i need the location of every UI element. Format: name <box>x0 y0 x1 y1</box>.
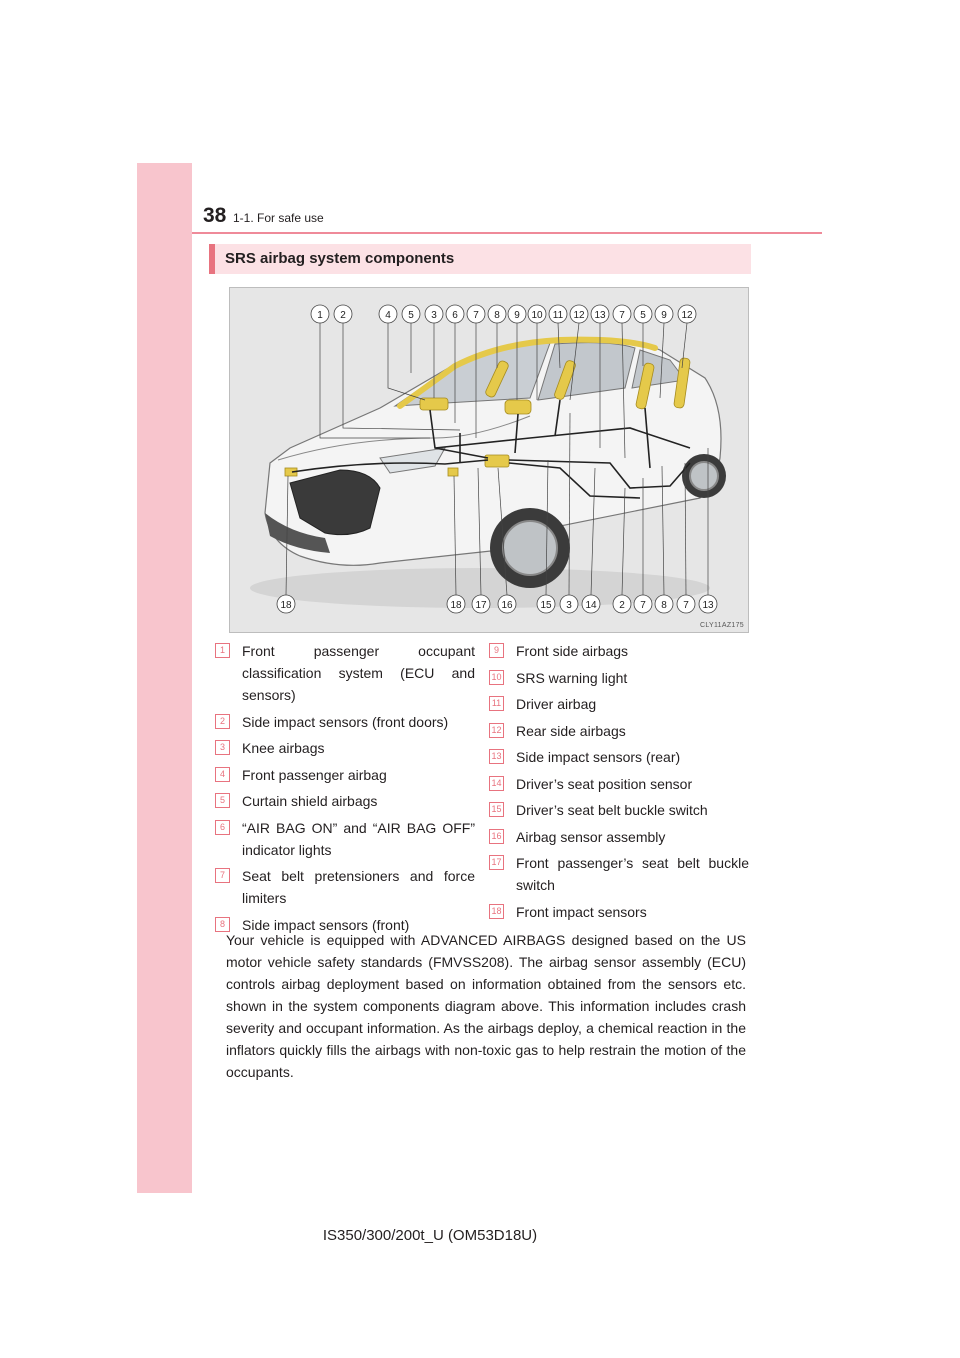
legend-text: Side impact sensors (front doors) <box>242 713 449 730</box>
callout-bottom-9: 7 <box>640 600 646 611</box>
callout-top-13: 13 <box>594 310 606 321</box>
legend-item <box>489 901 749 923</box>
legend-item <box>215 737 475 759</box>
legend-text: Front impact sensors <box>516 903 647 920</box>
legend-number: 8 <box>215 917 230 932</box>
legend-right-column <box>489 640 749 927</box>
legend-number: 11 <box>489 696 504 711</box>
body-paragraph: Your vehicle is equipped with ADVANCED AIRBAGS designed based on the US motor vehicle safety standards (FMVSS208). The airbag sensor assembly (ECU) controls airbag deployment based on information obtained from the sensors etc. shown in the system components diagram above. This information includes crash severity and occupant information. As the airbags deploy, a chemical reaction in the inflators quickly fills the airbags with non-toxic gas to help restrain the motion of the occupants. <box>226 932 746 1080</box>
legend-number: 13 <box>489 749 504 764</box>
legend-number: 10 <box>489 670 504 685</box>
chapter-sidebar-tab <box>137 163 192 1193</box>
page-footer <box>0 1227 960 1244</box>
front-impact-sensor-right <box>448 468 458 476</box>
section-heading <box>209 244 751 274</box>
legend-number: 9 <box>489 643 504 658</box>
chapter-title: 1-1. For safe use <box>233 211 324 225</box>
legend-text: Front side airbags <box>516 643 629 659</box>
legend-text: SRS warning light <box>516 669 628 686</box>
legend-item <box>489 852 749 896</box>
callout-top-16: 9 <box>661 310 667 321</box>
airbag-sensor-assembly <box>485 455 509 467</box>
legend-number: 17 <box>489 855 504 870</box>
callout-top-3: 4 <box>385 310 391 321</box>
legend-item <box>215 640 475 706</box>
legend-number: 7 <box>215 868 230 883</box>
callout-bottom-11: 7 <box>683 600 689 611</box>
callout-bottom-7: 14 <box>585 600 597 611</box>
callout-top-7: 7 <box>473 310 479 321</box>
top-callouts <box>311 305 696 323</box>
legend-text: Driver’s seat position sensor <box>516 775 693 792</box>
legend-item <box>489 640 749 662</box>
legend-number: 14 <box>489 776 504 791</box>
legend-item <box>215 790 475 812</box>
callout-bottom-10: 8 <box>661 600 667 611</box>
legend-item <box>489 826 749 848</box>
callout-top-8: 8 <box>494 310 500 321</box>
legend-number: 2 <box>215 714 230 729</box>
callout-top-9: 9 <box>514 310 520 321</box>
callout-bottom-6: 3 <box>566 600 572 611</box>
legend-number: 12 <box>489 723 504 738</box>
driver-airbag-module <box>505 400 531 414</box>
front-wheel-rim <box>503 521 557 575</box>
legend-item <box>215 865 475 909</box>
footer-model-code: IS350/300/200t_U (OM53D18U) <box>322 1227 538 1244</box>
callout-top-11: 11 <box>552 310 564 321</box>
legend-number: 15 <box>489 802 504 817</box>
callout-bottom-12: 13 <box>702 600 714 611</box>
legend-item <box>215 817 475 861</box>
legend-item <box>489 746 749 768</box>
airbag-components-diagram <box>229 287 749 633</box>
callout-top-10: 10 <box>531 310 543 321</box>
page-number: 38 <box>203 204 227 227</box>
legend-text: “AIR BAG ON” and “AIR BAG OFF” indicator lights <box>242 819 475 858</box>
legend-text: Front passenger’s seat belt buckle switch <box>516 855 749 893</box>
callout-top-6: 6 <box>452 310 458 321</box>
legend-text: Curtain shield airbags <box>242 793 378 809</box>
legend-item <box>215 711 475 733</box>
callout-bottom-3: 17 <box>475 600 487 611</box>
callout-bottom-1: 18 <box>280 600 292 611</box>
callout-bottom-8: 2 <box>619 600 625 611</box>
legend-item <box>489 773 749 795</box>
legend-number: 5 <box>215 793 230 808</box>
callout-top-1: 1 <box>317 310 323 321</box>
legend-item <box>489 799 749 821</box>
callout-top-12: 12 <box>573 310 585 321</box>
legend-number: 3 <box>215 740 230 755</box>
legend-text: Side impact sensors (front) <box>242 916 410 933</box>
legend-text: Front passenger occupant classification system (ECU and sensors) <box>242 643 475 703</box>
header-divider <box>192 232 822 234</box>
callout-top-4: 5 <box>408 310 414 321</box>
car-illustration <box>230 288 749 633</box>
legend-number: 4 <box>215 767 230 782</box>
legend-text: Side impact sensors (rear) <box>516 749 681 765</box>
callout-bottom-5: 15 <box>540 600 552 611</box>
legend-text: Driver airbag <box>516 696 597 712</box>
callout-top-5: 3 <box>431 310 437 321</box>
callout-top-2: 2 <box>340 310 346 321</box>
legend-number: 1 <box>215 643 230 658</box>
windshield <box>395 343 550 406</box>
legend-text: Rear side airbags <box>516 722 626 739</box>
legend-left-column <box>215 640 475 940</box>
callout-top-15: 5 <box>640 310 646 321</box>
legend-text: Knee airbags <box>242 740 325 756</box>
legend-number: 16 <box>489 829 504 844</box>
rear-wheel-rim <box>690 462 718 490</box>
callout-top-17: 12 <box>681 310 693 321</box>
legend-item <box>489 720 749 742</box>
figure-code: CLY11AZ175 <box>700 622 744 629</box>
callout-bottom-4: 16 <box>501 600 513 611</box>
legend-number: 18 <box>489 904 504 919</box>
legend-text: Front passenger airbag <box>242 766 387 783</box>
legend-number: 6 <box>215 820 230 835</box>
legend-item <box>489 667 749 689</box>
legend-text: Seat belt pretensioners and force limiters <box>242 868 475 906</box>
legend-item <box>215 764 475 786</box>
legend-item <box>489 693 749 715</box>
legend-text: Airbag sensor assembly <box>516 828 666 845</box>
callout-top-14: 7 <box>619 310 625 321</box>
callout-bottom-2: 18 <box>450 600 462 611</box>
section-heading-text: SRS airbag system components <box>225 250 455 267</box>
legend-text: Driver’s seat belt buckle switch <box>516 802 708 818</box>
